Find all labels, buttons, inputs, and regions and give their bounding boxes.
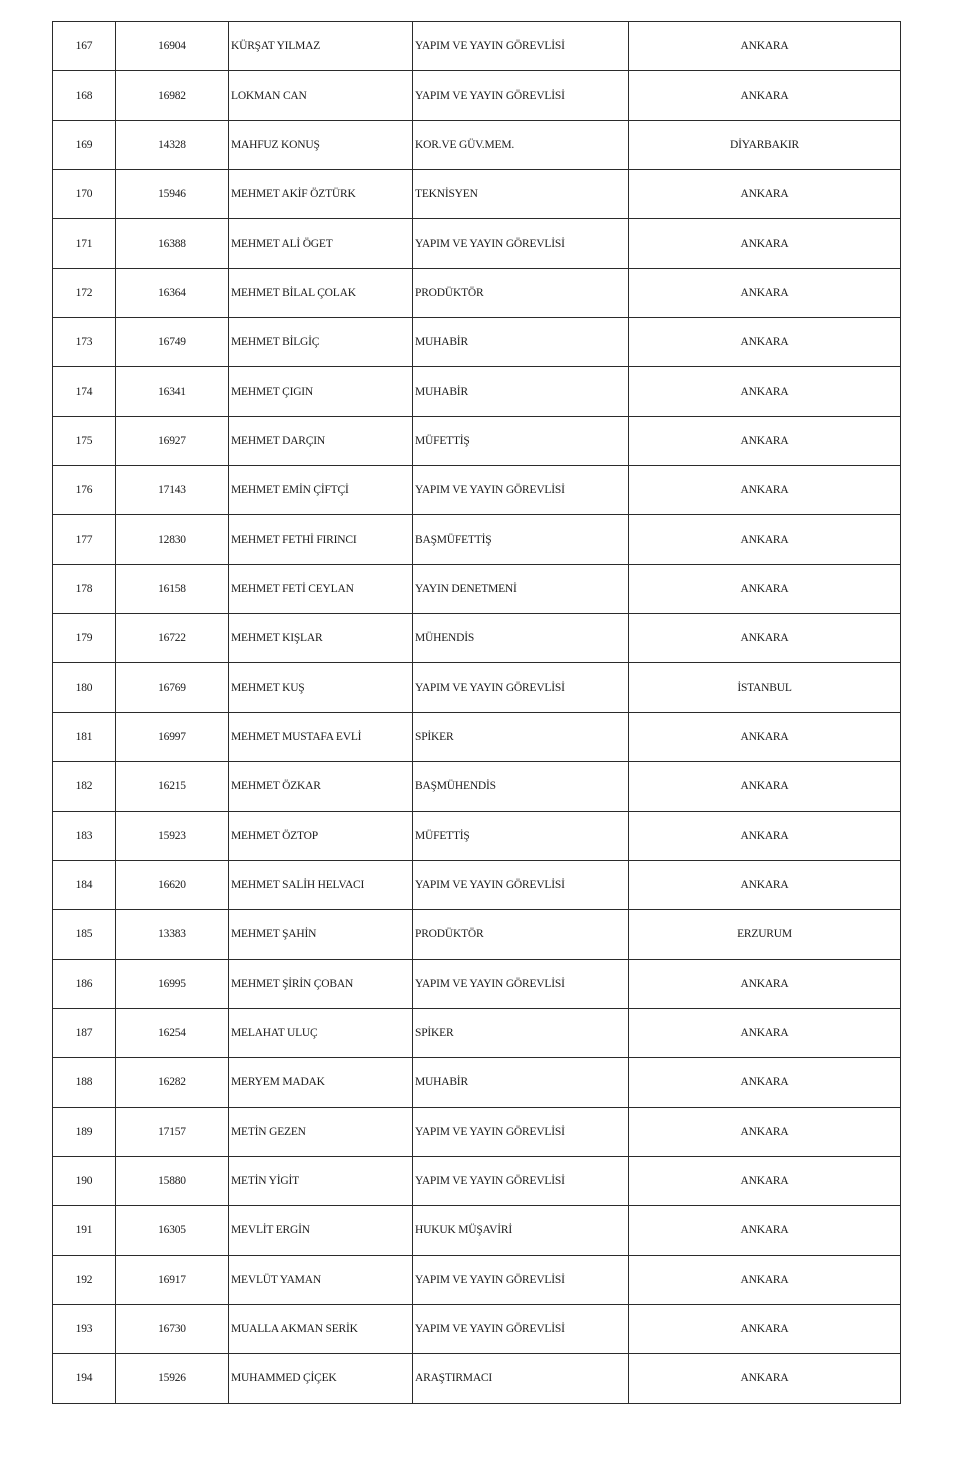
- table-row: [53, 416, 901, 465]
- registry-number-cell: 17143: [116, 466, 229, 515]
- registry-number-cell: 16749: [116, 318, 229, 367]
- full-name-cell: MEHMET ŞİRİN ÇOBAN: [229, 959, 413, 1008]
- table-row: [53, 1156, 901, 1205]
- city-cell: ANKARA: [629, 22, 901, 71]
- job-title-cell: YAPIM VE YAYIN GÖREVLİSİ: [413, 71, 629, 120]
- full-name-cell: MEHMET SALİH HELVACI: [229, 860, 413, 909]
- table-row: [53, 959, 901, 1008]
- registry-number-cell: 13383: [116, 910, 229, 959]
- job-title-cell: YAPIM VE YAYIN GÖREVLİSİ: [413, 466, 629, 515]
- job-title-cell: HUKUK MÜŞAVİRİ: [413, 1206, 629, 1255]
- full-name-cell: KÜRŞAT YILMAZ: [229, 22, 413, 71]
- row-number-cell: 189: [53, 1107, 116, 1156]
- full-name-cell: LOKMAN CAN: [229, 71, 413, 120]
- job-title-cell: BAŞMÜFETTİŞ: [413, 515, 629, 564]
- row-number-cell: 179: [53, 614, 116, 663]
- row-number-cell: 177: [53, 515, 116, 564]
- city-cell: ANKARA: [629, 564, 901, 613]
- full-name-cell: MELAHAT ULUÇ: [229, 1008, 413, 1057]
- table-row: [53, 170, 901, 219]
- city-cell: İSTANBUL: [629, 663, 901, 712]
- row-number-cell: 172: [53, 268, 116, 317]
- registry-number-cell: 15923: [116, 811, 229, 860]
- table-row: [53, 860, 901, 909]
- job-title-cell: YAPIM VE YAYIN GÖREVLİSİ: [413, 1156, 629, 1205]
- registry-number-cell: 16215: [116, 762, 229, 811]
- table-row: [53, 466, 901, 515]
- full-name-cell: METİN GEZEN: [229, 1107, 413, 1156]
- table-row: [53, 663, 901, 712]
- full-name-cell: MUHAMMED ÇİÇEK: [229, 1354, 413, 1403]
- table-row: [53, 1304, 901, 1353]
- table-row: [53, 910, 901, 959]
- job-title-cell: YAPIM VE YAYIN GÖREVLİSİ: [413, 959, 629, 1008]
- table-row: [53, 1354, 901, 1403]
- registry-number-cell: 16158: [116, 564, 229, 613]
- city-cell: ANKARA: [629, 466, 901, 515]
- city-cell: ANKARA: [629, 762, 901, 811]
- full-name-cell: MEHMET BİLGİÇ: [229, 318, 413, 367]
- registry-number-cell: 16282: [116, 1058, 229, 1107]
- row-number-cell: 171: [53, 219, 116, 268]
- job-title-cell: TEKNİSYEN: [413, 170, 629, 219]
- full-name-cell: MEHMET EMİN ÇİFTÇİ: [229, 466, 413, 515]
- table-row: [53, 71, 901, 120]
- job-title-cell: MÜHENDİS: [413, 614, 629, 663]
- city-cell: ANKARA: [629, 515, 901, 564]
- row-number-cell: 192: [53, 1255, 116, 1304]
- job-title-cell: YAPIM VE YAYIN GÖREVLİSİ: [413, 219, 629, 268]
- full-name-cell: MERYEM MADAK: [229, 1058, 413, 1107]
- job-title-cell: MUHABİR: [413, 318, 629, 367]
- job-title-cell: MUHABİR: [413, 1058, 629, 1107]
- row-number-cell: 194: [53, 1354, 116, 1403]
- row-number-cell: 184: [53, 860, 116, 909]
- job-title-cell: YAPIM VE YAYIN GÖREVLİSİ: [413, 1255, 629, 1304]
- table-row: [53, 614, 901, 663]
- table-row: [53, 120, 901, 169]
- full-name-cell: MEHMET ŞAHİN: [229, 910, 413, 959]
- job-title-cell: YAPIM VE YAYIN GÖREVLİSİ: [413, 22, 629, 71]
- row-number-cell: 168: [53, 71, 116, 120]
- row-number-cell: 169: [53, 120, 116, 169]
- table-row: [53, 1058, 901, 1107]
- job-title-cell: BAŞMÜHENDİS: [413, 762, 629, 811]
- city-cell: ANKARA: [629, 811, 901, 860]
- registry-number-cell: 16904: [116, 22, 229, 71]
- full-name-cell: MEHMET MUSTAFA EVLİ: [229, 712, 413, 761]
- row-number-cell: 176: [53, 466, 116, 515]
- registry-number-cell: 15926: [116, 1354, 229, 1403]
- city-cell: ANKARA: [629, 1058, 901, 1107]
- job-title-cell: YAPIM VE YAYIN GÖREVLİSİ: [413, 860, 629, 909]
- full-name-cell: MEHMET BİLAL ÇOLAK: [229, 268, 413, 317]
- registry-number-cell: 16388: [116, 219, 229, 268]
- city-cell: ANKARA: [629, 71, 901, 120]
- row-number-cell: 181: [53, 712, 116, 761]
- city-cell: ANKARA: [629, 1156, 901, 1205]
- personnel-table: [52, 21, 901, 1404]
- job-title-cell: MÜFETTİŞ: [413, 811, 629, 860]
- city-cell: ANKARA: [629, 614, 901, 663]
- personnel-table-body: [53, 22, 901, 1404]
- full-name-cell: MAHFUZ KONUŞ: [229, 120, 413, 169]
- row-number-cell: 185: [53, 910, 116, 959]
- row-number-cell: 173: [53, 318, 116, 367]
- city-cell: ANKARA: [629, 219, 901, 268]
- row-number-cell: 190: [53, 1156, 116, 1205]
- table-row: [53, 712, 901, 761]
- registry-number-cell: 16997: [116, 712, 229, 761]
- job-title-cell: YAPIM VE YAYIN GÖREVLİSİ: [413, 663, 629, 712]
- row-number-cell: 188: [53, 1058, 116, 1107]
- table-row: [53, 564, 901, 613]
- city-cell: ANKARA: [629, 416, 901, 465]
- registry-number-cell: 16341: [116, 367, 229, 416]
- city-cell: ERZURUM: [629, 910, 901, 959]
- row-number-cell: 182: [53, 762, 116, 811]
- city-cell: ANKARA: [629, 170, 901, 219]
- table-row: [53, 1255, 901, 1304]
- registry-number-cell: 16927: [116, 416, 229, 465]
- full-name-cell: MEHMET DARÇIN: [229, 416, 413, 465]
- table-row: [53, 318, 901, 367]
- row-number-cell: 170: [53, 170, 116, 219]
- city-cell: ANKARA: [629, 860, 901, 909]
- registry-number-cell: 16917: [116, 1255, 229, 1304]
- city-cell: ANKARA: [629, 712, 901, 761]
- job-title-cell: YAPIM VE YAYIN GÖREVLİSİ: [413, 1304, 629, 1353]
- registry-number-cell: 15946: [116, 170, 229, 219]
- job-title-cell: MÜFETTİŞ: [413, 416, 629, 465]
- city-cell: ANKARA: [629, 1354, 901, 1403]
- registry-number-cell: 14328: [116, 120, 229, 169]
- registry-number-cell: 17157: [116, 1107, 229, 1156]
- table-row: [53, 515, 901, 564]
- registry-number-cell: 16982: [116, 71, 229, 120]
- table-row: [53, 762, 901, 811]
- city-cell: ANKARA: [629, 268, 901, 317]
- table-row: [53, 1206, 901, 1255]
- full-name-cell: MEHMET AKİF ÖZTÜRK: [229, 170, 413, 219]
- full-name-cell: MEHMET ÖZTOP: [229, 811, 413, 860]
- row-number-cell: 193: [53, 1304, 116, 1353]
- city-cell: ANKARA: [629, 1206, 901, 1255]
- job-title-cell: SPİKER: [413, 1008, 629, 1057]
- job-title-cell: MUHABİR: [413, 367, 629, 416]
- row-number-cell: 186: [53, 959, 116, 1008]
- table-row: [53, 22, 901, 71]
- registry-number-cell: 16730: [116, 1304, 229, 1353]
- registry-number-cell: 16364: [116, 268, 229, 317]
- registry-number-cell: 16769: [116, 663, 229, 712]
- full-name-cell: MEHMET KUŞ: [229, 663, 413, 712]
- full-name-cell: MEHMET ÖZKAR: [229, 762, 413, 811]
- row-number-cell: 183: [53, 811, 116, 860]
- job-title-cell: YAYIN DENETMENİ: [413, 564, 629, 613]
- registry-number-cell: 16305: [116, 1206, 229, 1255]
- full-name-cell: MEVLİT ERGİN: [229, 1206, 413, 1255]
- registry-number-cell: 16254: [116, 1008, 229, 1057]
- row-number-cell: 180: [53, 663, 116, 712]
- city-cell: ANKARA: [629, 1304, 901, 1353]
- full-name-cell: MEVLÜT YAMAN: [229, 1255, 413, 1304]
- full-name-cell: MEHMET FETİ CEYLAN: [229, 564, 413, 613]
- table-row: [53, 811, 901, 860]
- table-row: [53, 367, 901, 416]
- full-name-cell: METİN YİGİT: [229, 1156, 413, 1205]
- registry-number-cell: 12830: [116, 515, 229, 564]
- city-cell: ANKARA: [629, 1008, 901, 1057]
- city-cell: ANKARA: [629, 1107, 901, 1156]
- registry-number-cell: 15880: [116, 1156, 229, 1205]
- row-number-cell: 167: [53, 22, 116, 71]
- table-row: [53, 219, 901, 268]
- city-cell: ANKARA: [629, 318, 901, 367]
- job-title-cell: SPİKER: [413, 712, 629, 761]
- row-number-cell: 174: [53, 367, 116, 416]
- job-title-cell: PRODÜKTÖR: [413, 910, 629, 959]
- full-name-cell: MEHMET KIŞLAR: [229, 614, 413, 663]
- row-number-cell: 175: [53, 416, 116, 465]
- row-number-cell: 191: [53, 1206, 116, 1255]
- city-cell: ANKARA: [629, 367, 901, 416]
- row-number-cell: 187: [53, 1008, 116, 1057]
- job-title-cell: PRODÜKTÖR: [413, 268, 629, 317]
- job-title-cell: ARAŞTIRMACI: [413, 1354, 629, 1403]
- job-title-cell: KOR.VE GÜV.MEM.: [413, 120, 629, 169]
- full-name-cell: MEHMET FETHİ FIRINCI: [229, 515, 413, 564]
- full-name-cell: MEHMET ÇIGIN: [229, 367, 413, 416]
- registry-number-cell: 16995: [116, 959, 229, 1008]
- registry-number-cell: 16722: [116, 614, 229, 663]
- full-name-cell: MEHMET ALİ ÖGET: [229, 219, 413, 268]
- full-name-cell: MUALLA AKMAN SERİK: [229, 1304, 413, 1353]
- job-title-cell: YAPIM VE YAYIN GÖREVLİSİ: [413, 1107, 629, 1156]
- table-row: [53, 1008, 901, 1057]
- table-row: [53, 268, 901, 317]
- city-cell: ANKARA: [629, 1255, 901, 1304]
- row-number-cell: 178: [53, 564, 116, 613]
- table-row: [53, 1107, 901, 1156]
- city-cell: ANKARA: [629, 959, 901, 1008]
- registry-number-cell: 16620: [116, 860, 229, 909]
- city-cell: DİYARBAKIR: [629, 120, 901, 169]
